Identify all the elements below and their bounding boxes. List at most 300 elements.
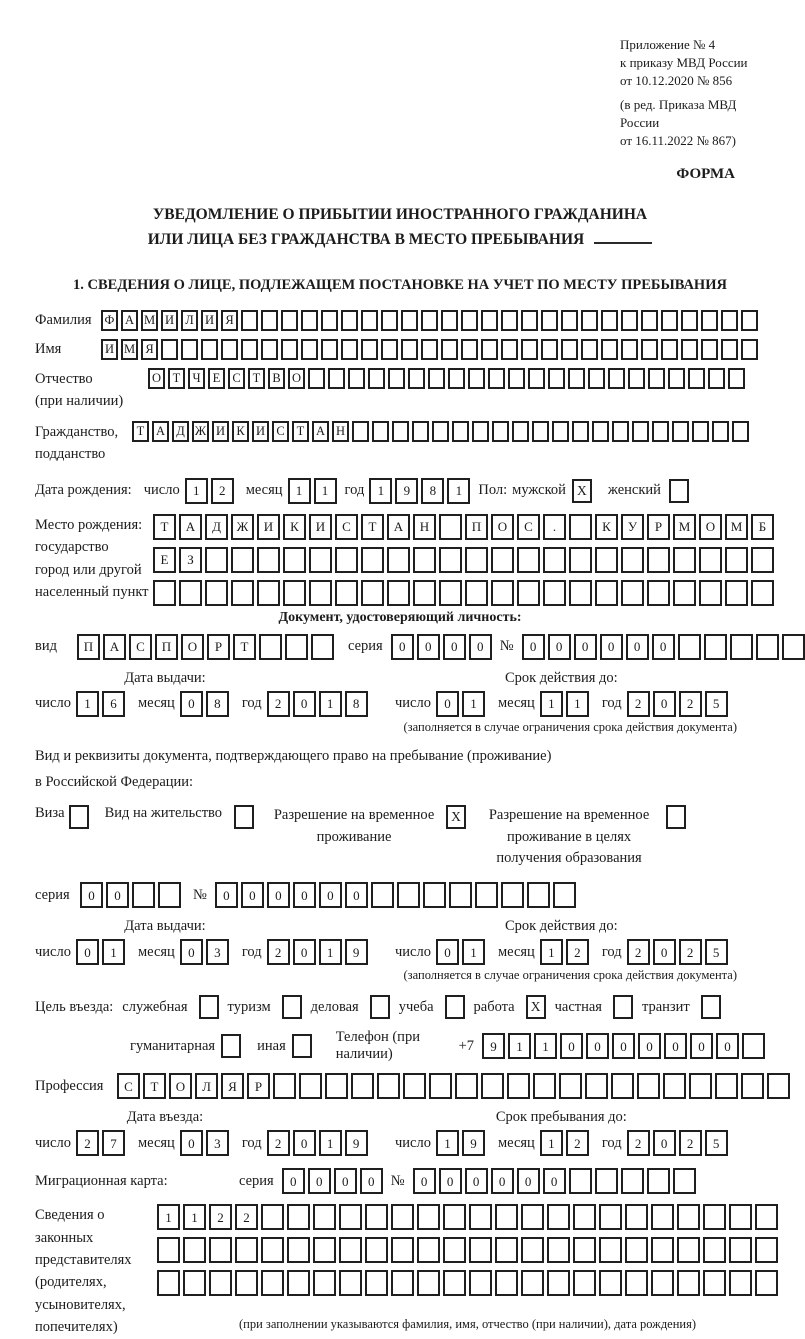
char-cell[interactable] xyxy=(413,580,436,606)
char-cell[interactable]: А xyxy=(179,514,202,540)
char-cell[interactable] xyxy=(481,1073,504,1099)
char-cell[interactable] xyxy=(235,1237,258,1263)
char-cell[interactable]: 1 xyxy=(185,478,208,504)
char-cell[interactable]: А xyxy=(152,421,169,442)
char-cell[interactable] xyxy=(561,339,578,360)
char-cell[interactable]: 9 xyxy=(395,478,418,504)
char-cell[interactable] xyxy=(517,580,540,606)
char-cell[interactable] xyxy=(465,580,488,606)
char-cell[interactable]: 8 xyxy=(345,691,368,717)
char-cell[interactable] xyxy=(647,547,670,573)
char-cell[interactable] xyxy=(283,580,306,606)
char-cell[interactable] xyxy=(469,1237,492,1263)
char-cell[interactable]: 0 xyxy=(522,634,545,660)
char-cell[interactable]: Т xyxy=(248,368,265,389)
char-cell[interactable] xyxy=(533,1073,556,1099)
char-cell[interactable]: 2 xyxy=(627,939,650,965)
char-cell[interactable]: 0 xyxy=(360,1168,383,1194)
char-cell[interactable]: 0 xyxy=(76,939,99,965)
char-cell[interactable] xyxy=(365,1237,388,1263)
char-cell[interactable] xyxy=(612,421,629,442)
char-cell[interactable]: Т xyxy=(292,421,309,442)
char-cell[interactable] xyxy=(661,310,678,331)
char-cell[interactable] xyxy=(637,1073,660,1099)
char-cell[interactable]: 0 xyxy=(612,1033,635,1059)
char-cell[interactable] xyxy=(672,421,689,442)
char-cell[interactable] xyxy=(449,882,472,908)
char-cell[interactable] xyxy=(732,421,749,442)
char-cell[interactable] xyxy=(543,547,566,573)
char-cell[interactable]: 1 xyxy=(540,1130,563,1156)
char-cell[interactable] xyxy=(183,1270,206,1296)
char-cell[interactable]: 0 xyxy=(716,1033,739,1059)
char-cell[interactable]: 0 xyxy=(106,882,129,908)
char-cell[interactable] xyxy=(721,339,738,360)
char-cell[interactable] xyxy=(287,1237,310,1263)
char-cell[interactable] xyxy=(475,882,498,908)
char-cell[interactable] xyxy=(730,634,753,660)
char-cell[interactable]: Ф xyxy=(101,310,118,331)
char-cell[interactable]: 1 xyxy=(319,1130,342,1156)
char-cell[interactable] xyxy=(601,339,618,360)
char-cell[interactable]: Н xyxy=(413,514,436,540)
char-cell[interactable] xyxy=(132,882,155,908)
char-cell[interactable] xyxy=(677,1237,700,1263)
char-cell[interactable]: 0 xyxy=(293,939,316,965)
char-cell[interactable] xyxy=(728,368,745,389)
char-cell[interactable] xyxy=(641,310,658,331)
char-cell[interactable] xyxy=(621,310,638,331)
char-cell[interactable]: И xyxy=(212,421,229,442)
char-cell[interactable] xyxy=(491,547,514,573)
char-cell[interactable] xyxy=(678,634,701,660)
char-cell[interactable] xyxy=(767,1073,790,1099)
char-cell[interactable]: 2 xyxy=(679,939,702,965)
char-cell[interactable] xyxy=(647,580,670,606)
char-cell[interactable] xyxy=(313,1204,336,1230)
char-cell[interactable]: Т xyxy=(361,514,384,540)
char-cell[interactable] xyxy=(677,1270,700,1296)
char-cell[interactable] xyxy=(472,421,489,442)
char-cell[interactable]: Е xyxy=(153,547,176,573)
char-cell[interactable] xyxy=(181,339,198,360)
char-cell[interactable] xyxy=(301,310,318,331)
char-cell[interactable]: Б xyxy=(751,514,774,540)
char-cell[interactable]: И xyxy=(257,514,280,540)
char-cell[interactable]: 2 xyxy=(209,1204,232,1230)
char-cell[interactable]: Д xyxy=(172,421,189,442)
char-cell[interactable] xyxy=(261,1204,284,1230)
sex-female-checkbox[interactable] xyxy=(669,479,689,503)
char-cell[interactable] xyxy=(161,339,178,360)
char-cell[interactable] xyxy=(377,1073,400,1099)
char-cell[interactable]: 1 xyxy=(183,1204,206,1230)
char-cell[interactable] xyxy=(325,1073,348,1099)
char-cell[interactable] xyxy=(661,339,678,360)
char-cell[interactable]: Т xyxy=(168,368,185,389)
char-cell[interactable] xyxy=(205,580,228,606)
char-cell[interactable]: 9 xyxy=(482,1033,505,1059)
char-cell[interactable] xyxy=(715,1073,738,1099)
char-cell[interactable] xyxy=(588,368,605,389)
char-cell[interactable] xyxy=(621,1168,644,1194)
char-cell[interactable]: П xyxy=(77,634,100,660)
char-cell[interactable] xyxy=(501,882,524,908)
char-cell[interactable] xyxy=(501,339,518,360)
char-cell[interactable] xyxy=(668,368,685,389)
char-cell[interactable] xyxy=(259,634,282,660)
char-cell[interactable] xyxy=(339,1237,362,1263)
char-cell[interactable] xyxy=(521,1237,544,1263)
char-cell[interactable]: Е xyxy=(208,368,225,389)
purpose-other-checkbox[interactable] xyxy=(292,1034,312,1058)
char-cell[interactable] xyxy=(417,1237,440,1263)
char-cell[interactable] xyxy=(541,339,558,360)
char-cell[interactable] xyxy=(573,1204,596,1230)
char-cell[interactable]: 1 xyxy=(319,691,342,717)
char-cell[interactable] xyxy=(699,547,722,573)
char-cell[interactable]: С xyxy=(117,1073,140,1099)
char-cell[interactable] xyxy=(543,580,566,606)
char-cell[interactable]: 0 xyxy=(517,1168,540,1194)
purpose-work-checkbox[interactable]: X xyxy=(526,995,546,1019)
char-cell[interactable] xyxy=(241,310,258,331)
char-cell[interactable] xyxy=(257,580,280,606)
char-cell[interactable] xyxy=(432,421,449,442)
char-cell[interactable] xyxy=(321,310,338,331)
char-cell[interactable] xyxy=(703,1270,726,1296)
char-cell[interactable] xyxy=(621,339,638,360)
char-cell[interactable] xyxy=(725,547,748,573)
char-cell[interactable]: 2 xyxy=(267,1130,290,1156)
char-cell[interactable] xyxy=(703,1204,726,1230)
char-cell[interactable]: 0 xyxy=(465,1168,488,1194)
char-cell[interactable]: Р xyxy=(647,514,670,540)
char-cell[interactable] xyxy=(328,368,345,389)
char-cell[interactable] xyxy=(308,368,325,389)
char-cell[interactable] xyxy=(299,1073,322,1099)
char-cell[interactable]: Т xyxy=(143,1073,166,1099)
char-cell[interactable] xyxy=(313,1237,336,1263)
char-cell[interactable] xyxy=(339,1270,362,1296)
char-cell[interactable] xyxy=(381,339,398,360)
char-cell[interactable] xyxy=(568,368,585,389)
char-cell[interactable]: З xyxy=(179,547,202,573)
char-cell[interactable] xyxy=(756,634,779,660)
char-cell[interactable] xyxy=(741,310,758,331)
char-cell[interactable]: 0 xyxy=(180,1130,203,1156)
char-cell[interactable] xyxy=(468,368,485,389)
char-cell[interactable] xyxy=(179,580,202,606)
char-cell[interactable] xyxy=(647,1168,670,1194)
char-cell[interactable]: 0 xyxy=(652,634,675,660)
char-cell[interactable] xyxy=(261,310,278,331)
char-cell[interactable]: С xyxy=(335,514,358,540)
char-cell[interactable] xyxy=(692,421,709,442)
char-cell[interactable] xyxy=(443,1204,466,1230)
char-cell[interactable] xyxy=(448,368,465,389)
char-cell[interactable] xyxy=(387,547,410,573)
char-cell[interactable] xyxy=(157,1237,180,1263)
purpose-study-checkbox[interactable] xyxy=(445,995,465,1019)
char-cell[interactable]: А xyxy=(387,514,410,540)
char-cell[interactable] xyxy=(601,310,618,331)
char-cell[interactable]: 0 xyxy=(574,634,597,660)
char-cell[interactable] xyxy=(371,882,394,908)
char-cell[interactable] xyxy=(517,547,540,573)
char-cell[interactable] xyxy=(625,1270,648,1296)
char-cell[interactable] xyxy=(599,1204,622,1230)
char-cell[interactable] xyxy=(651,1237,674,1263)
char-cell[interactable] xyxy=(491,580,514,606)
char-cell[interactable]: О xyxy=(699,514,722,540)
char-cell[interactable] xyxy=(547,1237,570,1263)
char-cell[interactable]: Я xyxy=(221,310,238,331)
char-cell[interactable] xyxy=(755,1237,778,1263)
char-cell[interactable] xyxy=(782,634,805,660)
char-cell[interactable]: 0 xyxy=(293,882,316,908)
char-cell[interactable] xyxy=(495,1270,518,1296)
char-cell[interactable] xyxy=(547,1204,570,1230)
char-cell[interactable] xyxy=(241,339,258,360)
char-cell[interactable] xyxy=(547,1270,570,1296)
char-cell[interactable] xyxy=(285,634,308,660)
char-cell[interactable]: 0 xyxy=(653,691,676,717)
char-cell[interactable] xyxy=(157,1270,180,1296)
char-cell[interactable] xyxy=(335,547,358,573)
char-cell[interactable]: 1 xyxy=(462,691,485,717)
char-cell[interactable] xyxy=(351,1073,374,1099)
char-cell[interactable] xyxy=(663,1073,686,1099)
char-cell[interactable]: 1 xyxy=(540,691,563,717)
char-cell[interactable] xyxy=(641,339,658,360)
char-cell[interactable]: К xyxy=(232,421,249,442)
char-cell[interactable]: 0 xyxy=(334,1168,357,1194)
char-cell[interactable]: 0 xyxy=(690,1033,713,1059)
char-cell[interactable] xyxy=(712,421,729,442)
char-cell[interactable]: С xyxy=(228,368,245,389)
char-cell[interactable] xyxy=(261,1270,284,1296)
char-cell[interactable]: 0 xyxy=(267,882,290,908)
char-cell[interactable] xyxy=(443,1270,466,1296)
char-cell[interactable] xyxy=(741,1073,764,1099)
char-cell[interactable]: Т xyxy=(233,634,256,660)
char-cell[interactable] xyxy=(469,1204,492,1230)
char-cell[interactable] xyxy=(231,547,254,573)
char-cell[interactable] xyxy=(755,1204,778,1230)
char-cell[interactable] xyxy=(301,339,318,360)
char-cell[interactable] xyxy=(569,580,592,606)
char-cell[interactable]: А xyxy=(312,421,329,442)
char-cell[interactable]: Я xyxy=(141,339,158,360)
char-cell[interactable]: 0 xyxy=(345,882,368,908)
char-cell[interactable]: 0 xyxy=(653,1130,676,1156)
char-cell[interactable]: 1 xyxy=(508,1033,531,1059)
char-cell[interactable]: 0 xyxy=(548,634,571,660)
char-cell[interactable] xyxy=(335,580,358,606)
char-cell[interactable]: С xyxy=(517,514,540,540)
char-cell[interactable] xyxy=(388,368,405,389)
char-cell[interactable]: К xyxy=(595,514,618,540)
char-cell[interactable] xyxy=(372,421,389,442)
char-cell[interactable] xyxy=(507,1073,530,1099)
char-cell[interactable] xyxy=(521,339,538,360)
char-cell[interactable]: 2 xyxy=(679,691,702,717)
char-cell[interactable]: М xyxy=(141,310,158,331)
char-cell[interactable]: О xyxy=(491,514,514,540)
char-cell[interactable] xyxy=(652,421,669,442)
char-cell[interactable] xyxy=(632,421,649,442)
char-cell[interactable] xyxy=(527,882,550,908)
char-cell[interactable] xyxy=(309,547,332,573)
char-cell[interactable] xyxy=(352,421,369,442)
char-cell[interactable] xyxy=(283,547,306,573)
char-cell[interactable]: Л xyxy=(195,1073,218,1099)
char-cell[interactable] xyxy=(287,1204,310,1230)
char-cell[interactable] xyxy=(751,580,774,606)
char-cell[interactable] xyxy=(581,339,598,360)
char-cell[interactable] xyxy=(495,1237,518,1263)
char-cell[interactable]: 2 xyxy=(267,691,290,717)
char-cell[interactable] xyxy=(625,1237,648,1263)
char-cell[interactable] xyxy=(428,368,445,389)
char-cell[interactable] xyxy=(281,339,298,360)
char-cell[interactable]: О xyxy=(169,1073,192,1099)
char-cell[interactable] xyxy=(311,634,334,660)
char-cell[interactable] xyxy=(495,1204,518,1230)
title-blank-underline[interactable] xyxy=(594,228,652,244)
char-cell[interactable] xyxy=(512,421,529,442)
char-cell[interactable]: 0 xyxy=(543,1168,566,1194)
char-cell[interactable]: Д xyxy=(205,514,228,540)
char-cell[interactable]: 0 xyxy=(436,939,459,965)
char-cell[interactable] xyxy=(365,1204,388,1230)
char-cell[interactable] xyxy=(592,421,609,442)
char-cell[interactable]: 0 xyxy=(293,1130,316,1156)
char-cell[interactable] xyxy=(611,1073,634,1099)
char-cell[interactable] xyxy=(401,339,418,360)
char-cell[interactable] xyxy=(701,310,718,331)
char-cell[interactable]: 3 xyxy=(206,939,229,965)
char-cell[interactable] xyxy=(452,421,469,442)
char-cell[interactable] xyxy=(391,1270,414,1296)
char-cell[interactable] xyxy=(321,339,338,360)
char-cell[interactable]: У xyxy=(621,514,644,540)
char-cell[interactable]: 0 xyxy=(215,882,238,908)
char-cell[interactable]: 0 xyxy=(417,634,440,660)
char-cell[interactable] xyxy=(441,310,458,331)
char-cell[interactable]: В xyxy=(268,368,285,389)
char-cell[interactable]: 2 xyxy=(566,1130,589,1156)
char-cell[interactable] xyxy=(595,547,618,573)
char-cell[interactable]: 0 xyxy=(436,691,459,717)
char-cell[interactable] xyxy=(721,310,738,331)
char-cell[interactable] xyxy=(481,310,498,331)
char-cell[interactable] xyxy=(421,339,438,360)
char-cell[interactable]: Р xyxy=(207,634,230,660)
char-cell[interactable]: М xyxy=(725,514,748,540)
char-cell[interactable] xyxy=(651,1204,674,1230)
char-cell[interactable]: Ч xyxy=(188,368,205,389)
char-cell[interactable]: 0 xyxy=(626,634,649,660)
visa-checkbox[interactable] xyxy=(69,805,89,829)
char-cell[interactable] xyxy=(412,421,429,442)
char-cell[interactable] xyxy=(701,339,718,360)
char-cell[interactable] xyxy=(341,310,358,331)
char-cell[interactable] xyxy=(708,368,725,389)
char-cell[interactable] xyxy=(361,339,378,360)
char-cell[interactable]: Ж xyxy=(192,421,209,442)
char-cell[interactable]: М xyxy=(673,514,696,540)
char-cell[interactable]: 5 xyxy=(705,691,728,717)
char-cell[interactable]: 0 xyxy=(319,882,342,908)
char-cell[interactable] xyxy=(401,310,418,331)
char-cell[interactable] xyxy=(209,1270,232,1296)
char-cell[interactable] xyxy=(361,310,378,331)
char-cell[interactable] xyxy=(521,1204,544,1230)
char-cell[interactable] xyxy=(561,310,578,331)
char-cell[interactable] xyxy=(469,1270,492,1296)
char-cell[interactable]: 0 xyxy=(638,1033,661,1059)
char-cell[interactable] xyxy=(608,368,625,389)
char-cell[interactable] xyxy=(552,421,569,442)
char-cell[interactable] xyxy=(153,580,176,606)
char-cell[interactable] xyxy=(651,1270,674,1296)
char-cell[interactable] xyxy=(742,1033,765,1059)
char-cell[interactable]: 2 xyxy=(267,939,290,965)
char-cell[interactable] xyxy=(455,1073,478,1099)
char-cell[interactable]: 1 xyxy=(319,939,342,965)
char-cell[interactable] xyxy=(235,1270,258,1296)
char-cell[interactable] xyxy=(341,339,358,360)
char-cell[interactable] xyxy=(569,547,592,573)
char-cell[interactable]: Я xyxy=(221,1073,244,1099)
char-cell[interactable] xyxy=(368,368,385,389)
char-cell[interactable]: 9 xyxy=(462,1130,485,1156)
char-cell[interactable]: И xyxy=(252,421,269,442)
char-cell[interactable] xyxy=(729,1204,752,1230)
char-cell[interactable]: С xyxy=(129,634,152,660)
char-cell[interactable] xyxy=(413,547,436,573)
char-cell[interactable] xyxy=(508,368,525,389)
char-cell[interactable]: 3 xyxy=(206,1130,229,1156)
char-cell[interactable] xyxy=(729,1237,752,1263)
char-cell[interactable]: . xyxy=(543,514,566,540)
char-cell[interactable] xyxy=(158,882,181,908)
purpose-official-checkbox[interactable] xyxy=(199,995,219,1019)
char-cell[interactable]: 9 xyxy=(345,939,368,965)
temp-residence-checkbox[interactable]: X xyxy=(446,805,466,829)
purpose-humanitarian-checkbox[interactable] xyxy=(221,1034,241,1058)
char-cell[interactable]: 1 xyxy=(76,691,99,717)
char-cell[interactable] xyxy=(751,547,774,573)
char-cell[interactable]: О xyxy=(148,368,165,389)
char-cell[interactable] xyxy=(439,580,462,606)
char-cell[interactable] xyxy=(677,1204,700,1230)
char-cell[interactable]: Н xyxy=(332,421,349,442)
char-cell[interactable]: 0 xyxy=(282,1168,305,1194)
char-cell[interactable] xyxy=(548,368,565,389)
char-cell[interactable] xyxy=(673,1168,696,1194)
char-cell[interactable] xyxy=(703,1237,726,1263)
char-cell[interactable] xyxy=(441,339,458,360)
char-cell[interactable]: 7 xyxy=(102,1130,125,1156)
char-cell[interactable] xyxy=(681,310,698,331)
char-cell[interactable]: 0 xyxy=(293,691,316,717)
char-cell[interactable] xyxy=(231,580,254,606)
char-cell[interactable] xyxy=(585,1073,608,1099)
char-cell[interactable] xyxy=(443,1237,466,1263)
